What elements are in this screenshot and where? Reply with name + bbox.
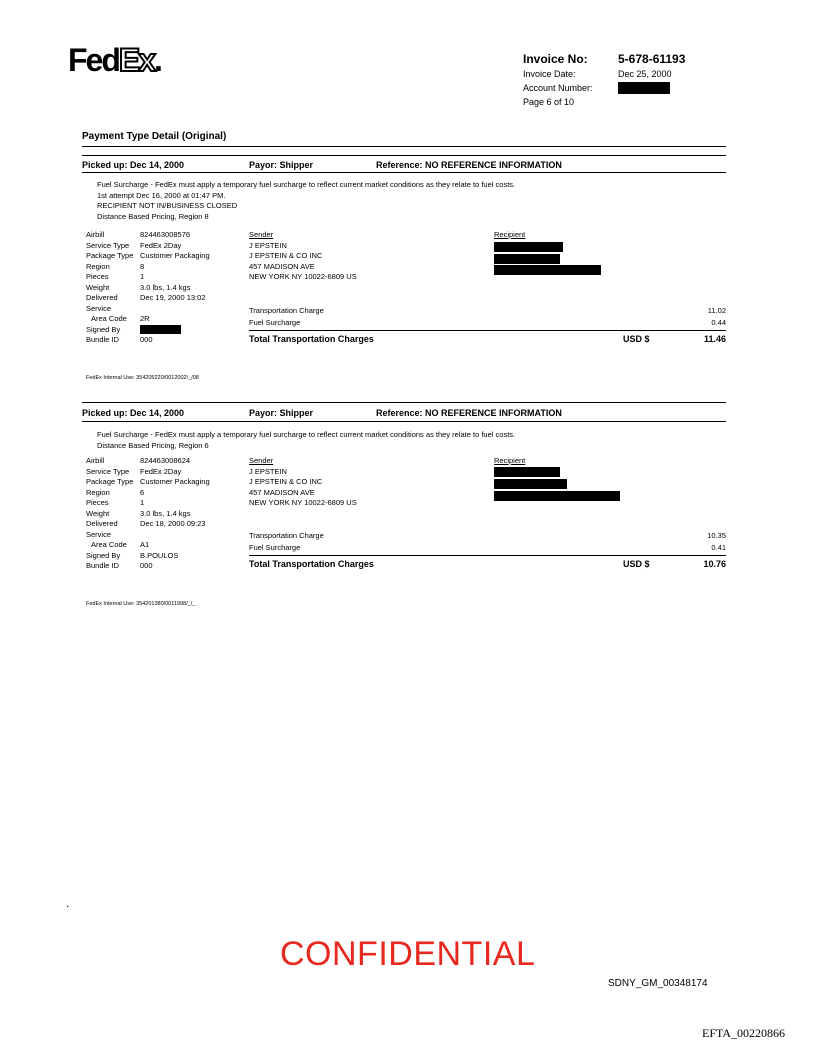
area-code-label: Area Code — [91, 540, 127, 549]
signed-by-value: B.POULOS — [140, 550, 179, 560]
airbill-value: 824463008624 — [140, 456, 191, 465]
internal-use: FedEx Internal Use: 354201380/0011998/_/_ — [86, 601, 196, 607]
fedex-logo — [68, 44, 161, 76]
total-value: 11.46 — [703, 334, 726, 344]
shipment-2-top-rule — [82, 402, 726, 403]
shipment-2-detail-values — [140, 456, 210, 572]
shipment-1-note: Distance Based Pricing, Region 8 — [97, 211, 209, 221]
page-number: Page 6 of 10 — [523, 97, 575, 107]
airbill-label: Airbill — [86, 230, 105, 239]
recipient-redaction — [494, 265, 601, 275]
service-type-value: FedEx 2Day — [140, 240, 182, 250]
shipment-2-sender — [249, 456, 357, 509]
transport-charge-value: 10.35 — [707, 531, 726, 540]
logo-ex: Ex — [118, 42, 155, 78]
shipment-1-sender — [249, 230, 357, 283]
bundle-id-value: 000 — [140, 561, 153, 570]
invoice-date: Dec 25, 2000 — [618, 69, 672, 79]
logo-dot: . — [154, 42, 161, 78]
transport-charge-label: Transportation Charge — [249, 306, 324, 315]
weight-value: 3.0 lbs, 1.4 kgs — [140, 508, 191, 518]
delivered-label: Delivered — [86, 519, 118, 528]
recipient-label: Recipient — [494, 230, 526, 239]
fuel-surcharge-label: Fuel Surcharge — [249, 318, 301, 327]
shipment-1-note: RECIPIENT NOT IN/BUSINESS CLOSED — [97, 201, 238, 210]
sender-line: 457 MADISON AVE — [249, 487, 315, 497]
service-label: Service — [86, 303, 112, 313]
shipment-1-reference: Reference: NO REFERENCE INFORMATION — [376, 160, 562, 170]
sender-label: Sender — [249, 230, 274, 239]
service-type-value: FedEx 2Day — [140, 466, 182, 476]
efta-number: EFTA_00220866 — [702, 1026, 786, 1040]
bundle-id-label: Bundle ID — [86, 561, 119, 570]
transport-charge-label: Transportation Charge — [249, 531, 324, 540]
shipment-1-recipient — [494, 230, 525, 241]
area-code-value: 2R — [140, 314, 150, 323]
sender-line: NEW YORK NY 10022-6809 US — [249, 272, 357, 281]
recipient-redaction — [494, 467, 560, 477]
total-rule — [249, 330, 726, 331]
sender-line: J EPSTEIN & CO INC — [249, 251, 323, 260]
signed-by-redaction — [140, 325, 181, 334]
package-type-label: Package Type — [86, 251, 134, 260]
invoice-no-label: Invoice No: — [523, 52, 588, 66]
shipment-1-detail-values — [140, 230, 210, 346]
recipient-redaction — [494, 254, 560, 264]
shipment-1-payor: Payor: Shipper — [249, 160, 314, 170]
delivered-value: Dec 18, 2000 09:23 — [140, 519, 206, 528]
recipient-redaction — [494, 242, 563, 252]
shipment-2-header-rule — [82, 421, 726, 422]
total-label: Total Transportation Charges — [249, 559, 374, 569]
shipment-2-recipient — [494, 456, 525, 467]
delivered-value: Dec 19, 2000 13:02 — [140, 293, 206, 302]
service-label: Service — [86, 529, 112, 539]
shipment-2-picked-up: Picked up: Dec 14, 2000 — [82, 408, 185, 418]
total-currency: USD $ — [623, 334, 650, 344]
invoice-header-values — [618, 52, 685, 95]
recipient-redaction — [494, 491, 620, 501]
bates-number: SDNY_GM_00348174 — [608, 978, 708, 989]
delivered-label: Delivered — [86, 293, 118, 302]
confidential-stamp: CONFIDENTIAL — [280, 935, 536, 973]
account-number-label: Account Number: — [523, 83, 593, 93]
total-label: Total Transportation Charges — [249, 334, 374, 344]
shipment-1-note: Fuel Surcharge - FedEx must apply a temporary fuel surcharge to reflect current market conditions as they relate to fuel costs. — [97, 180, 516, 189]
invoice-no: 5-678-61193 — [618, 52, 686, 66]
airbill-label: Airbill — [86, 456, 105, 465]
shipment-2-payor: Payor: Shipper — [249, 408, 314, 418]
shipment-1-header-rule — [82, 172, 726, 173]
recipient-label: Recipient — [494, 456, 526, 465]
pieces-label: Pieces — [86, 272, 109, 281]
fuel-surcharge-value: 0.44 — [711, 318, 726, 327]
region-label: Region — [86, 261, 110, 271]
service-type-label: Service Type — [86, 240, 130, 250]
shipment-2-detail-labels — [86, 456, 133, 572]
bundle-id-label: Bundle ID — [86, 335, 119, 344]
sender-label: Sender — [249, 456, 274, 465]
stray-mark: . — [66, 896, 70, 910]
sender-line: J EPSTEIN — [249, 240, 287, 250]
weight-label: Weight — [86, 508, 110, 518]
section-title: Payment Type Detail (Original) — [82, 131, 227, 142]
package-type-value: Customer Packaging — [140, 477, 210, 486]
total-currency: USD $ — [623, 559, 650, 569]
shipment-1-note: 1st attempt Dec 16, 2000 at 01:47 PM. — [97, 190, 226, 200]
area-code-label: Area Code — [91, 314, 127, 323]
sender-line: J EPSTEIN — [249, 466, 287, 476]
sender-line: J EPSTEIN & CO INC — [249, 477, 323, 486]
airbill-value: 824463008576 — [140, 230, 191, 239]
area-code-value: A1 — [140, 540, 150, 549]
region-value: 8 — [140, 261, 145, 271]
pieces-value: 1 — [140, 498, 145, 507]
sender-line: 457 MADISON AVE — [249, 261, 315, 271]
total-rule — [249, 555, 726, 556]
package-type-value: Customer Packaging — [140, 251, 210, 260]
total-value: 10.76 — [703, 559, 726, 569]
region-label: Region — [86, 487, 110, 497]
weight-label: Weight — [86, 282, 110, 292]
shipment-1-picked-up: Picked up: Dec 14, 2000 — [82, 160, 185, 170]
signed-by-label: Signed By — [86, 324, 121, 334]
package-type-label: Package Type — [86, 477, 134, 486]
internal-use: FedEx Internal Use: 354205220/0012002/_/08 — [86, 375, 199, 381]
pieces-value: 1 — [140, 272, 145, 281]
shipment-1-notes — [97, 180, 515, 222]
region-value: 6 — [140, 487, 145, 497]
pieces-label: Pieces — [86, 498, 109, 507]
shipment-1-top-rule — [82, 155, 726, 156]
shipment-2-notes — [97, 430, 515, 451]
fuel-surcharge-value: 0.41 — [711, 543, 726, 552]
service-type-label: Service Type — [86, 466, 130, 476]
transport-charge-value: 11.02 — [707, 306, 726, 315]
shipment-2-note: Fuel Surcharge - FedEx must apply a temporary fuel surcharge to reflect current market conditions as they relate to fuel costs. — [97, 430, 516, 439]
section-rule — [82, 146, 726, 147]
shipment-2-note: Distance Based Pricing, Region 6 — [97, 440, 209, 450]
weight-value: 3.0 lbs, 1.4 kgs — [140, 282, 191, 292]
sender-line: NEW YORK NY 10022-6809 US — [249, 498, 357, 507]
shipment-1-detail-labels — [86, 230, 133, 346]
signed-by-label: Signed By — [86, 550, 121, 560]
logo-fed: Fed — [68, 42, 119, 78]
account-number-redaction — [618, 82, 670, 94]
recipient-redaction — [494, 479, 567, 489]
bundle-id-value: 000 — [140, 335, 153, 344]
fuel-surcharge-label: Fuel Surcharge — [249, 543, 301, 552]
shipment-2-reference: Reference: NO REFERENCE INFORMATION — [376, 408, 562, 418]
invoice-header-labels — [523, 52, 593, 109]
invoice-date-label: Invoice Date: — [523, 69, 576, 79]
